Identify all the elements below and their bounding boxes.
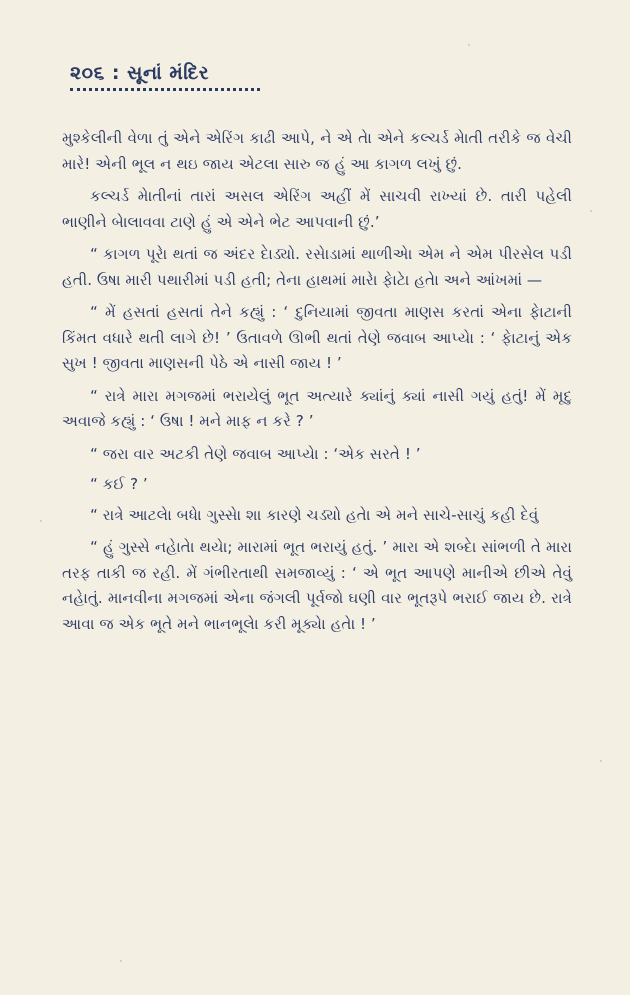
dotted-rule bbox=[70, 88, 260, 91]
paragraph: “ કાગળ પૂરેા થતાં જ અંદર દેાડ્યો. રસેાડામાં થાળીએા એમ ને એમ પીરસેલ પડી હતી. ઉષા મારી પથારીમાં પડી હતી; તેના હાથમાં મારેા ફેાટેા હતેા અને આંખમાં — bbox=[62, 245, 572, 289]
paragraph: કલ્ચર્ડ મેાતીનાં તારાં અસલ એરિંગ અહીં મેં સાચવી રાખ્યાં છે. તારી પહેલી ભાણીને બેાલાવવા ટાણે હું એ એને ભેટ આપવાની છું.’ bbox=[62, 187, 572, 231]
paragraph: “ મેં હસતાં હસતાં તેને કહ્યું : ‘ દુનિયામાં જીવતા માણસ કરતાં એના ફેાટાની કિંમત વધારે થતી લાગે છે! ’ ઉતાવળે ઊભી થતાં તેણે જવાબ આપ્યેા : ‘ ફેાટાનું એક સુખ ! જીવતા માણસની પેઠે એ નાસી જાય ! ’ bbox=[62, 303, 572, 372]
paragraph: “ કઈ ? ’ bbox=[90, 475, 148, 493]
page-body bbox=[62, 126, 572, 644]
paragraph: “ રાત્રે આટલેા બધેા ગુસ્સેા શા કારણે ચડ્યો હતેા એ મને સાચે-સાચું કહી દેવું bbox=[90, 505, 539, 524]
paragraph: મુશ્કેલીની વેળા તું એને એરિંગ કાઢી આપે, ને એ તેા એને કલ્ચર્ડ મેાતી તરીકે જ વેચી મારે! એની ભૂલ ન થઇ જાય એટલા સારુ જ હું આ કાગળ લખું છું. bbox=[62, 129, 572, 173]
running-header bbox=[70, 62, 260, 91]
paragraph: “ રાત્રે મારા મગજમાં ભરાયેલું ભૂત અત્યારે ક્યાંનું ક્યાં નાસી ગયું હતું! મેં મૃદુ અવાજે કહ્યું : ‘ ઉષા ! મને માફ ન કરે ? ’ bbox=[62, 386, 572, 430]
paragraph: “ જરા વાર અટકી તેણે જવાબ આપ્યેા : ‘એક સરતે ! ’ bbox=[90, 444, 421, 463]
paragraph: “ હું ગુસ્સે નહેાતેા થયેા; મારામાં ભૂત ભરાયું હતું. ’ મારા એ શબ્દેા સાંભળી તે મારા તરફ તાકી જ રહી. મેં ગંભીરતાથી સમજાવ્યું : ‘ એ ભૂત આપણે માનીએ છીએ તેવું નહેાતું. માનવીના મગજમાં એના જંગલી પૂર્વજો ઘણી વાર ભૂતરૂપે ભરાઈ જાય છે. રાત્રે આવા જ એક ભૂતે મને ભાનભૂલેા કરી મૂક્યેા હતેા ! ’ bbox=[62, 538, 572, 633]
page-number-and-title: ૨૦૬ : સૂનાં મંદિર bbox=[70, 62, 210, 84]
